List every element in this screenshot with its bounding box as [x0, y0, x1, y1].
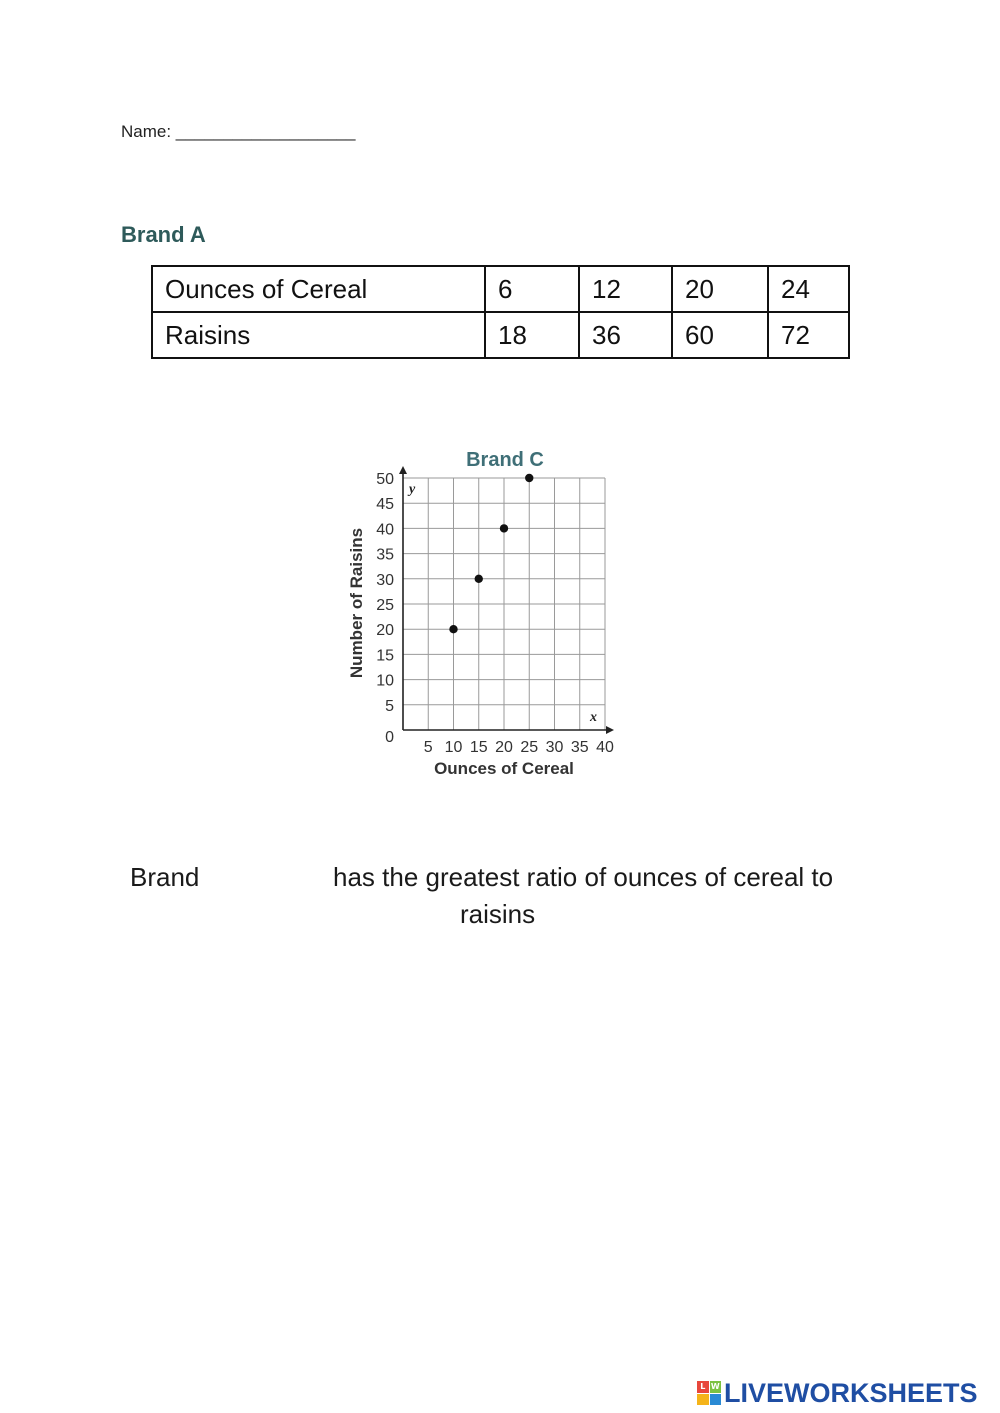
liveworksheets-icon: [697, 1381, 721, 1405]
x-tick-label: 20: [495, 739, 513, 756]
x-tick-label: 5: [423, 739, 433, 756]
y-tick-label: 50: [376, 471, 394, 488]
name-field-label: Name: ___________________: [121, 122, 356, 141]
table-cell: 12: [579, 266, 672, 312]
logo-tile: L: [697, 1381, 709, 1393]
chart-axes: [399, 466, 614, 734]
question-text: has the greatest ratio of ounces of cereal to: [333, 862, 834, 892]
table-cell: 6: [485, 266, 579, 312]
y-axis-arrow-icon: [399, 466, 407, 474]
logo-tile: [697, 1394, 709, 1406]
brand-a-title: Brand A: [121, 222, 206, 247]
row-label-raisins: Raisins: [152, 312, 485, 358]
chart-grid: [403, 478, 605, 730]
y-axis-title: Number of Raisins: [347, 527, 366, 679]
brand-a-table: [151, 265, 850, 359]
row-label-ounces: Ounces of Cereal: [152, 266, 485, 312]
x-tick-label: 30: [545, 739, 564, 756]
brand-c-chart-svg: [340, 440, 640, 790]
x-axis-variable: x: [590, 710, 597, 725]
data-point: [475, 575, 483, 583]
table-cell: 60: [672, 312, 768, 358]
y-tick-label: 10: [376, 672, 394, 690]
liveworksheets-logo: [697, 1375, 978, 1411]
table-cell: 72: [768, 312, 849, 358]
x-tick-label: 40: [596, 739, 614, 756]
y-tick-label: 40: [376, 521, 394, 539]
table-row: [152, 266, 849, 312]
x-axis-arrow-icon: [606, 726, 614, 734]
logo-tile: W: [710, 1382, 720, 1391]
brand-c-chart: [340, 440, 640, 790]
question-text-continuation: raisins: [460, 899, 536, 929]
y-tick-label: 20: [376, 622, 394, 640]
x-tick-label: 25: [520, 739, 539, 756]
chart-ticks: [376, 471, 614, 756]
x-tick-label: 35: [570, 739, 589, 756]
table-cell: 24: [768, 266, 849, 312]
table-cell: 20: [672, 266, 768, 312]
x-tick-label: 10: [444, 739, 463, 756]
x-axis-title: Ounces of Cereal: [434, 759, 574, 778]
data-point: [500, 524, 508, 532]
table-cell: 36: [579, 312, 672, 358]
y-tick-label: 0: [385, 729, 394, 746]
x-tick-label: 15: [469, 739, 488, 756]
question-brand-word: Brand: [130, 862, 200, 892]
y-tick-label: 25: [376, 597, 394, 614]
y-tick-label: 5: [385, 697, 394, 715]
logo-tile: [710, 1394, 722, 1406]
y-tick-label: 35: [376, 546, 394, 564]
y-tick-label: 45: [376, 496, 394, 514]
chart-title: Brand C: [466, 449, 544, 471]
answer-input[interactable]: [212, 858, 324, 896]
table-cell: 18: [485, 312, 579, 358]
y-tick-label: 15: [376, 647, 394, 665]
y-axis-variable: y: [409, 482, 416, 497]
data-point: [449, 625, 457, 633]
liveworksheets-wordmark: LIVEWORKSHEETS: [724, 1377, 978, 1408]
table-row: [152, 312, 849, 358]
data-point: [525, 474, 533, 482]
y-tick-label: 30: [376, 571, 394, 589]
